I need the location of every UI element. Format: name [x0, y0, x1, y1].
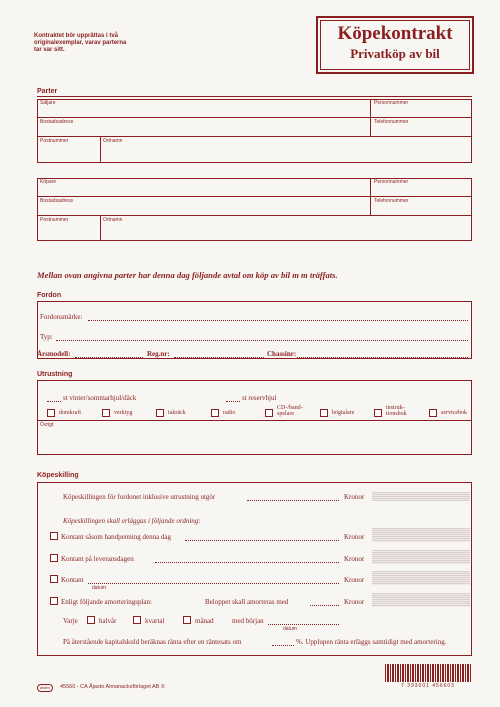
buyer-address-label: Bostadsadress [40, 198, 74, 204]
rate-text-b: %. Upplupen ränta erläggs samtidigt med amortering. [296, 638, 447, 646]
total-kronor-label: Kronor [344, 493, 365, 501]
divider [370, 178, 371, 215]
winter-count-field[interactable] [47, 401, 61, 402]
checkbox-handpenning[interactable] [50, 532, 58, 540]
handpenning-dots [185, 540, 339, 541]
ovrigt-label: Övrigt [40, 422, 54, 428]
amort-belopp-label: Beloppet skall amorteras med [205, 598, 289, 606]
fordon-box [37, 301, 472, 359]
handpenning-label: Kontant såsom handpenning denna dag [61, 533, 172, 541]
halvar-label: halvår [99, 617, 117, 625]
seller-postnr-field[interactable] [38, 144, 99, 162]
borjan-date-field[interactable] [268, 624, 339, 625]
section-heading-fordon: Fordon [37, 292, 62, 299]
divider [37, 136, 472, 137]
divider [100, 136, 101, 163]
checkbox-instruktionsbok[interactable] [374, 409, 382, 417]
section-heading-parter: Parter [37, 88, 58, 95]
fordonsmarke-field[interactable] [88, 320, 468, 321]
total-dots [247, 500, 339, 501]
buyer-pnr-field[interactable] [372, 185, 471, 195]
leverans-label: Kontant på leveransdagen [61, 555, 134, 563]
seller-pnr-label: Personnummer [374, 100, 409, 106]
divider [37, 420, 472, 421]
kontant-datum-label: datum [92, 585, 106, 591]
checkbox-cd-bandspelare[interactable] [265, 409, 273, 417]
amort-belopp-dots [310, 605, 339, 606]
kontant-kronor-label: Kronor [344, 576, 365, 584]
intro-note [34, 33, 126, 54]
handpenning-kronor-label: Kronor [344, 533, 365, 541]
page-title: Köpekontrakt [337, 23, 453, 44]
item-label: domkraft [59, 410, 81, 416]
spare-label: st reservhjul [242, 394, 277, 402]
arsmodell-field[interactable] [75, 357, 143, 358]
seller-phone-field[interactable] [372, 125, 471, 135]
seller-pnr-field[interactable] [372, 106, 471, 116]
amort-kronor-label: Kronor [344, 598, 365, 606]
checkbox-kontant[interactable] [50, 575, 58, 583]
section-heading-kopeskilling: Köpeskilling [37, 472, 79, 479]
kontant-amount-field[interactable] [372, 571, 470, 585]
kontant-date-field[interactable] [88, 583, 339, 584]
rate-text-a: På återstående kapitalskuld beräknas ränta efter en räntesats om [63, 638, 242, 646]
intro-line: Kontraktet bör upprättas i två [34, 33, 119, 39]
seller-address-label: Bostadsadress [40, 119, 74, 125]
seller-ort-label: Ortnamn [103, 138, 123, 144]
buyer-name-label: Köpare [40, 179, 57, 185]
page-subtitle: Privatköp av bil [350, 46, 440, 61]
intro-line: originalexemplar, varav parterna [34, 40, 127, 46]
barcode [385, 664, 471, 682]
regnr-field[interactable] [174, 357, 264, 358]
checkbox-takrack[interactable] [156, 409, 164, 417]
buyer-name-field[interactable] [38, 185, 369, 195]
divider [100, 215, 101, 241]
leverans-dots [155, 562, 339, 563]
divider [37, 96, 472, 97]
leverans-amount-field[interactable] [372, 550, 470, 564]
checkbox-radio[interactable] [211, 409, 219, 417]
publisher-logo: ahlén [37, 684, 53, 692]
agreement-text: Mellan ovan angivna parter har denna dag följande avtal om köp av bil m m träffats. [37, 270, 338, 280]
divider [37, 117, 472, 118]
item-label: instruk- tionsbok [386, 405, 407, 417]
checkbox-kvartal[interactable] [133, 616, 141, 624]
item-label: högtalare [332, 410, 355, 416]
checkbox-manad[interactable] [183, 616, 191, 624]
seller-postnr-label: Postnummer [40, 138, 69, 144]
buyer-phone-field[interactable] [372, 204, 471, 214]
buyer-postnr-field[interactable] [38, 223, 99, 240]
varje-label: Varje [63, 617, 78, 625]
seller-address-field[interactable] [38, 125, 369, 135]
checkbox-servicebok[interactable] [429, 409, 437, 417]
intro-line: tar var sitt. [34, 47, 65, 53]
seller-ort-field[interactable] [102, 144, 471, 162]
ovrigt-field[interactable] [38, 428, 471, 454]
handpenning-amount-field[interactable] [372, 528, 470, 542]
chassinr-label: Chassinr: [267, 350, 297, 358]
total-amount-field[interactable] [372, 492, 470, 501]
borjan-datum-label: datum [283, 626, 297, 632]
manad-label: månad [195, 617, 214, 625]
seller-name-label: Säljare [40, 100, 56, 106]
item-label: servicebok [441, 410, 467, 416]
seller-name-field[interactable] [38, 106, 369, 116]
amort-amount-field[interactable] [372, 593, 470, 607]
leverans-kronor-label: Kronor [344, 555, 365, 563]
kvartal-label: kvartal [145, 617, 165, 625]
borjan-label: med början [232, 617, 264, 625]
checkbox-hogtalare[interactable] [320, 409, 328, 417]
divider [37, 215, 472, 216]
regnr-label: Reg.nr: [147, 350, 170, 358]
typ-label: Typ: [40, 333, 53, 341]
divider [370, 99, 371, 136]
buyer-phone-label: Telefonnummer [374, 198, 409, 204]
item-label: radio [223, 410, 236, 416]
chassinr-field[interactable] [297, 357, 468, 358]
buyer-address-field[interactable] [38, 204, 369, 214]
amort-plan-label: Enligt följande amorteringsplan: [61, 598, 152, 606]
buyer-postnr-label: Postnummer [40, 217, 69, 223]
buyer-ort-label: Ortnamn [103, 217, 123, 223]
winter-label: st vinter/sommarhjul/däck [63, 394, 137, 402]
fordonsmarke-label: Fordonsmärke: [40, 313, 83, 321]
rate-field[interactable] [272, 645, 294, 646]
item-label: takräck [168, 410, 186, 416]
total-label: Köpeskillingen för fordonet inklusive utrustning utgör [63, 493, 216, 501]
item-label: CD-/band- spelare [277, 405, 303, 417]
footer-code: 45560 - CA Åjasto Almanacksförlaget AB © [60, 684, 165, 690]
spare-count-field[interactable] [226, 401, 240, 402]
checkbox-leverans[interactable] [50, 554, 58, 562]
arsmodell-label: Årsmodell: [37, 350, 71, 358]
seller-phone-label: Telefonnummer [374, 119, 409, 125]
buyer-pnr-label: Personnummer [374, 179, 409, 185]
checkbox-amortering[interactable] [50, 597, 58, 605]
item-label: verktyg [114, 410, 133, 416]
buyer-ort-field[interactable] [102, 223, 471, 240]
order-label: Köpeskillingen skall erläggas i följande ordning: [63, 517, 201, 525]
kontant-label: Kontant [61, 576, 84, 584]
barcode-digits: 7 393001 456603 [401, 683, 455, 689]
checkbox-halvar[interactable] [87, 616, 95, 624]
checkbox-domkraft[interactable] [47, 409, 55, 417]
typ-field[interactable] [56, 340, 468, 341]
divider [37, 196, 472, 197]
section-heading-utrustning: Utrustning [37, 371, 73, 378]
kopeskilling-box [37, 482, 472, 656]
checkbox-verktyg[interactable] [102, 409, 110, 417]
